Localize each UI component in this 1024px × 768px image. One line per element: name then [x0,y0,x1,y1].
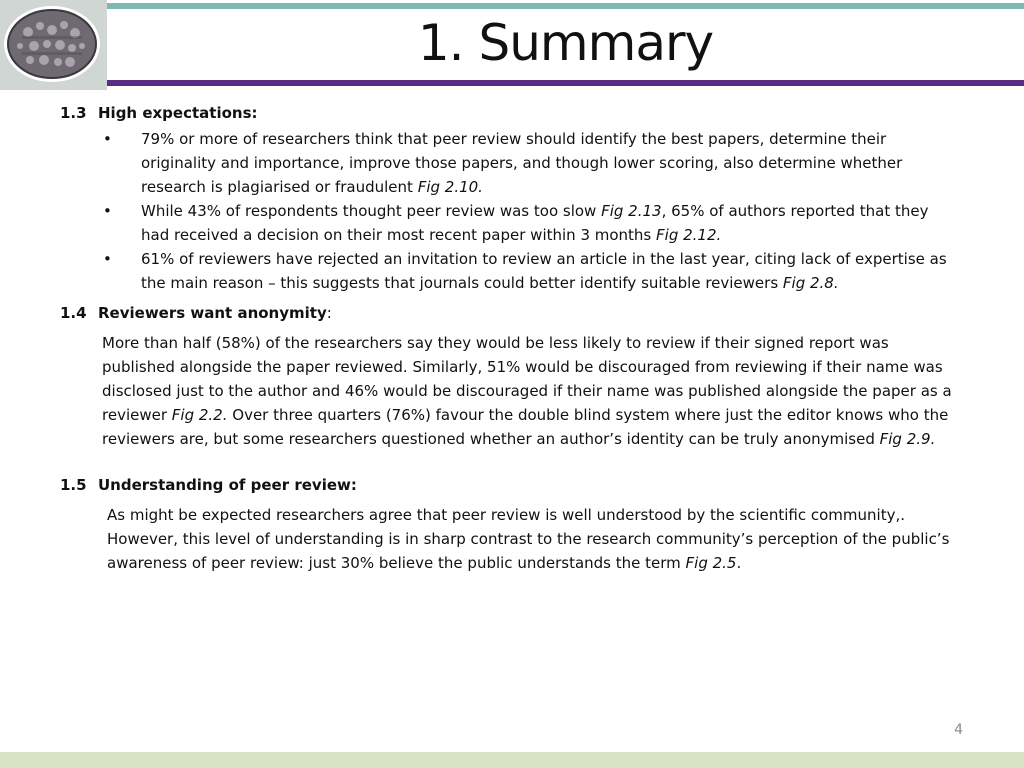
paragraph-text: More than half (58%) of the researchers say they would be less likely to review if their signed report was published alongside the paper reviewed. Similarly, 51% would be discouraged from reviewing if their name was disclosed just to the author and 46% would be discouraged if their name was published alongside the paper as a reviewer [102,334,952,424]
list-item [100,127,960,199]
figure-reference: Fig 2.10. [417,178,483,196]
section-title: High expectations: [98,104,258,122]
list-item [100,247,960,295]
section-title: Reviewers want anonymity [98,304,327,322]
bullet-icon: • [103,250,112,268]
expectations-bullet-list [60,127,960,295]
slide-content [60,101,960,575]
figure-reference: Fig 2.9. [879,430,936,448]
figure-reference: Fig 2.2. [171,406,228,424]
list-item [100,199,960,247]
bullet-text: 61% of reviewers have rejected an invitation to review an article in the last year, citing lack of expertise as the main reason – this suggests that journals could better identify suitable reviewers [141,250,947,292]
paragraph-text: Over three quarters (76%) favour the double blind system where just the editor knows who the reviewers are, but some researchers questioned whether an author’s identity can be truly anonymised [102,406,949,448]
title-underline-rule [107,80,1024,86]
spacer [60,451,960,473]
figure-reference: Fig 2.5 [685,554,737,572]
logo-icon [0,0,107,90]
bullet-icon: • [103,202,112,220]
understanding-paragraph [60,503,960,575]
figure-reference: Fig 2.13 [601,202,662,220]
section-title: Understanding of peer review: [98,476,357,494]
section-number: 1.3 [60,104,87,122]
bullet-text: 79% or more of researchers think that peer review should identify the best papers, determine their originality and importance, improve those papers, and though lower scoring, also determine whether research is plagiarised or fraudulent [141,130,903,196]
paragraph-tail: . [736,554,742,572]
figure-reference: Fig 2.12. [656,226,722,244]
section-heading-1-3 [60,101,960,125]
footer-bar [0,752,1024,768]
page-number: 4 [954,722,963,738]
section-number: 1.4 [60,304,87,322]
paragraph-text: As might be expected researchers agree that peer review is well understood by the scientific community,. However, this level of understanding is in sharp contrast to the research community’s perception of the public’s awareness of peer review: just 30% believe the public understands the term [107,506,950,572]
section-heading-1-5 [60,473,960,497]
bullet-icon: • [103,130,112,148]
slide-title: 1. Summary [417,14,714,72]
section-heading-1-4 [60,301,960,325]
figure-reference: Fig 2.8. [782,274,839,292]
bullet-text: While 43% of respondents thought peer review was too slow [141,202,602,220]
bullet-text: , 65% of authors reported that they had received a decision on their most recent paper within 3 months [141,202,929,244]
section-title-suffix: : [326,304,332,322]
section-number: 1.5 [60,476,87,494]
anonymity-paragraph [60,331,960,451]
